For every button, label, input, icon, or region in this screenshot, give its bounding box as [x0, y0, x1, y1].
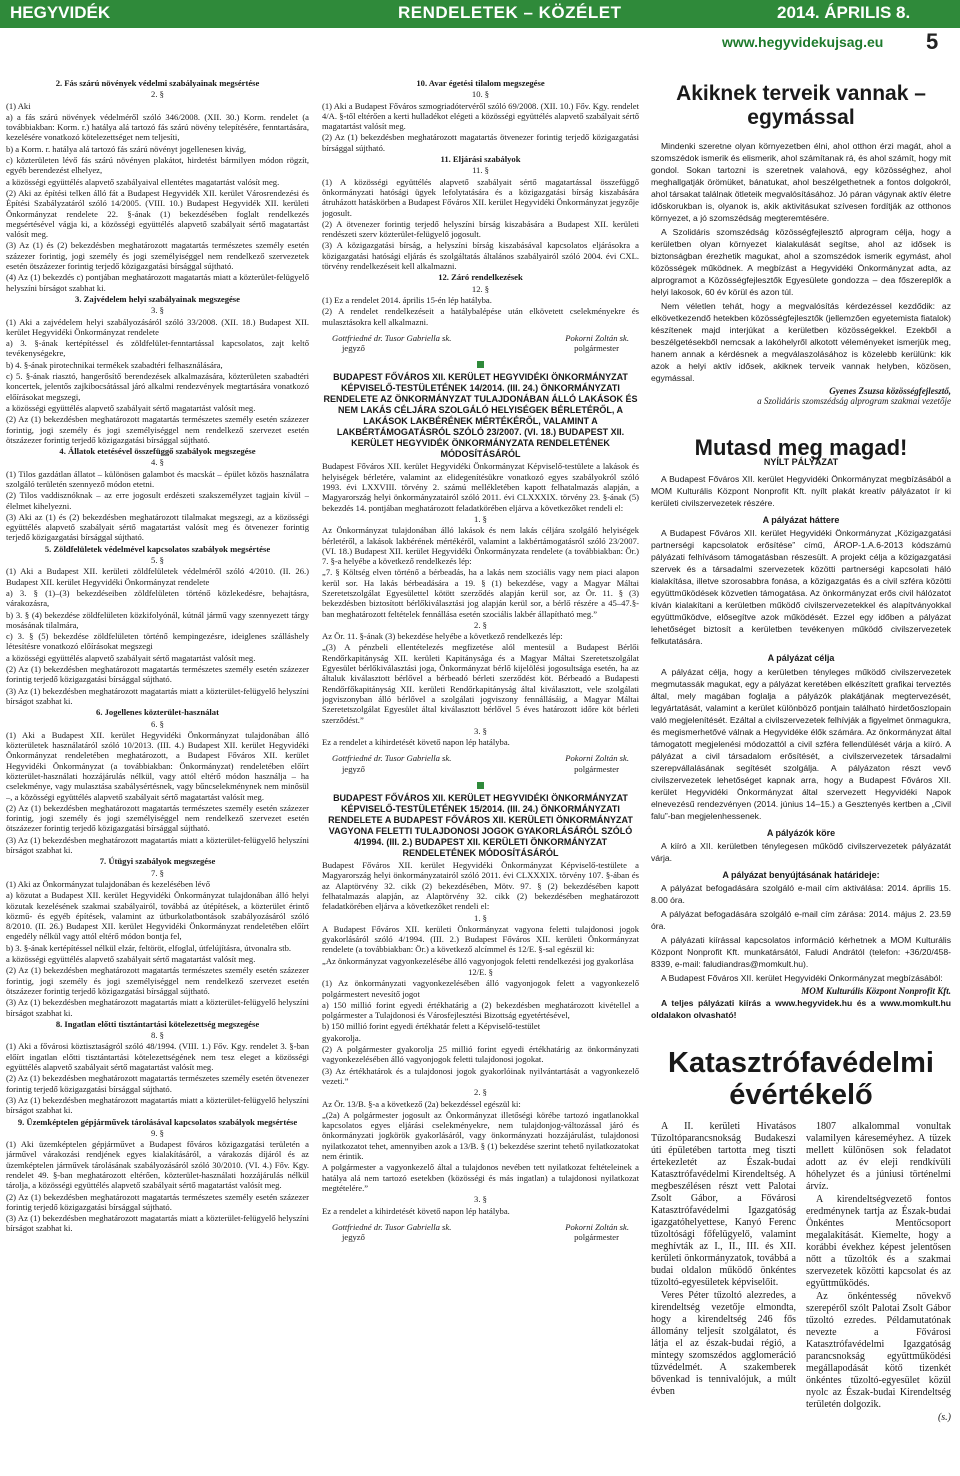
paragraph: (1) Aki a fővárosi köztisztaságról szóló 48/1994. (VIII. 1.) Főv. Kgy. rendelet 3. §-ban előírt ingatlan előtti tisztántartási kötelezettségének nem tesz eleget a közösségi együttélés alapvető szabályait sértő magatartást valósít meg.: [6, 1041, 309, 1073]
subheading: A pályázat célja: [767, 653, 835, 664]
paragraph-mark: 3. §: [474, 725, 487, 736]
paragraph: (1) Tilos gazdátlan állatot – különösen galambot és macskát – épület közös használatra szolgáló területén szennyező módon etetni.: [6, 468, 309, 489]
section-heading: 9. Üzemképtelen gépjárművek tárolásával kapcsolatos szabályok megsértése: [17, 1116, 298, 1127]
paragraph: (3) A közigazgatási bírság, a helyszíni bírság kiszabásával kapcsolatos eljárásokra a közigazgatási hatósági eljárás és szolgáltatás általános szabályairól szóló 2004. évi CXL. törvény rendelkezéseit kell alkalmazni.: [322, 240, 639, 272]
paragraph: A Budapest Főváros XII. kerület Hegyvidéki Önkormányzat „Közigazgatási partnerségi kapcsolatok erősítése” című, ÁROP-1.A.6-2013 kódszámú pályázati felhívásom támogatásban részesült. A projekt célja a közigazgatási szervek és a társadalmi szervezetek közötti partnerségi kapcsolati háló kialakítása, illetve szorosabbra fonása, a közigazgatás és a civil szféra közötti együttműködések közvetlen támogatása. Az önkormányzat erős civil hálózatot kíván kialakítani a kerületben működő civilszervezetekkel és alapítványokkal együttműködve, elősegítve azok működését. Ezzel egy időben a pályázat lehetőséget biztosít a kerületben tevékenyen működő civilszervezetek felkutatására.: [651, 528, 951, 647]
paragraph-mark: 1. §: [474, 513, 487, 524]
paragraph: A Szolidáris szomszédság közösségfejlesztő alprogram célja, hogy a kerületben olyan környezet kialakulását segítse, ahol az idősek is biztonságban érezhetik magukat, ahol a szomszédok ismerik egymást, ahol közösségek működnek. A megbízást a Hegyvidéki Önkormányzat adta, az alprogramot a Közösségfejlesztők Egyesülete gondozza – dea főszereplők a helyi lakosok, 60 év körül és azon túl.: [651, 227, 951, 297]
paragraph: a közösségi együttélés alapvető szabályait sértő magatartást valósít meg.: [6, 652, 256, 663]
paragraph-mark: 9. §: [151, 1127, 164, 1138]
paragraph-mark: 3. §: [151, 305, 164, 316]
paragraph-mark: 5. §: [151, 555, 164, 566]
section-title: RENDELETEK – KÖZÉLET: [398, 3, 622, 22]
paragraph: (1) Aki üzemképtelen gépjárművet a Budapest főváros közigazgatási területén a járművel várakozási rendjének egyes kialakításáról, a várakozás díjáról és az üzemképtelen járművek tárolásának szabályozásáról szóló 30/2010. (VI. 4.) Főv. Kgy. rendelet 49. §-ban meghatározott eltérően, közterület-használati hozzájárulás nélkül tárolja, a közösségi együttélés alapvető szabályait sértő magatartást valósít meg.: [6, 1139, 309, 1191]
paragraph-mark: 4. §: [151, 457, 164, 468]
paragraph: „7. § Költség elven történő a bérbeadás, ha a lakás nem szociális vagy nem piaci alapon kerül sor. Ha lakás bérbeadására a 19. § (1) bekezdése, vagy a Magyar Máltai Szeretetszolgálat Egyesülettel kötött szerződés alapján kerül sor, az Ör. 11. § (3) bekezdésben biztosított bérlőkiválasztási jog alapján kerül sor, a bérlő részére a 45–47.§-ban meghatározott feltételek fennállása esetén szociális lakbér állapítható meg.”: [322, 567, 639, 619]
signature-row: [322, 333, 639, 343]
paragraph: (1) Az önkormányzati vagyonkezelésében álló vagyonjogok felett a vagyonkezelő polgármestert nevesítő jogot: [322, 978, 639, 999]
paragraph: A Budapest Főváros XII. kerületi Önkormányzat vagyona feletti tulajdonosi jogok gyakorlásáról szóló 4/1994. (III. 2.) Budapest Főváros XII. kerületi Önkormányzat rendelete (a továbbiakban: Ör.) a következő alcímmel és 12/E. §-sal egészül ki:: [322, 923, 639, 955]
paragraph: A Budapest Főváros XII. kerület Hegyvidéki Önkormányzat megbízásából:: [661, 973, 943, 984]
paragraph: A teljes pályázati kiírás a www.hegyvidek.hu és a www.momkult.hu oldalakon olvasható!: [651, 997, 951, 1020]
article-signature-role: a Szolidáris szomszédság alprogram szakmai vezetője: [757, 396, 951, 407]
issue-date: 2014. ÁPRILIS 8.: [777, 3, 911, 22]
page-number: 5: [926, 29, 939, 54]
paragraph: (3) Az (1) bekezdésben meghatározott magatartás miatt a közterület-felügyelő helyszíni bírságot szabhat ki.: [6, 685, 309, 706]
signature-roles: [322, 764, 639, 774]
column-2: [322, 78, 639, 1470]
paragraph: Nem véletlen tehát, hogy a megvalósítás kérdezéssel kezdődik: az elkövetkezendő hetekben közösségfejlesztők (jellemzően egyetemista fiatalok) készítenek majd interjúkat a kerületben közösségekkel. Ezekből a beszélgetésekből nemcsak a lakóhelyről alkotott véleményeket ismerjük meg, hanem annak a kérdésnek a megválaszolásához is közelebb kerülünk: kik azok a helyi aktív idősek, akiknek terveik vannak helyben, közösen, egymással.: [651, 301, 951, 383]
article-neighbours: [651, 82, 951, 407]
paragraph: c) közterületen lévő fás szárú növényen plakátot, hirdetést bármilyen módon rögzít, egyéb berendezést elhelyez,: [6, 155, 309, 176]
paragraph-mark: 6. §: [151, 718, 164, 729]
paragraph: Veres Péter tűzoltó alezredes, a kirendeltség vezetője elmondta, hogy a kirendeltség 246 fős állomány teljesít szolgálatot, és látja el az észak-budai régió, a mintegy szomszédos agglomeráció tűzvédelmét. A szakemberek bővenkad is tennivalójuk, a múlt évben: [651, 1289, 796, 1397]
role-mayor: polgármester: [574, 763, 619, 774]
paragraph-mark: 2. §: [474, 619, 487, 630]
paragraph: Ez a rendelet a kihirdetését követő napon lép hatályba.: [322, 737, 510, 748]
paragraph-mark: 12. §: [471, 283, 490, 294]
paragraph: (2) Az (1) bekezdésben meghatározott magatartás ötvenezer forintig terjedő közigazgatási bírsággal sújtható.: [322, 132, 639, 153]
subheading: A pályázat háttere: [762, 515, 840, 526]
article-col-right: [806, 1121, 951, 1425]
call-signature: MOM Kulturális Központ Nonprofit Kft.: [801, 986, 951, 997]
paragraph: A kiíró a XII. kerületben ténylegesen működő civilszervezetek pályázatát várja.: [651, 841, 951, 864]
paragraph: b) 4. §-ának pirotechnikai termékek szabadtéri felhasználására,: [6, 359, 223, 370]
paragraph-mark: 11. §: [472, 165, 489, 176]
subheading: A pályázók köre: [766, 827, 836, 838]
section-heading: 10. Avar égetési tilalom megszegése: [416, 78, 545, 88]
signature-notary: Gottfriedné dr. Tusor Gabriella sk.: [332, 332, 452, 343]
section-heading: 5. Zöldfelületek védelmével kapcsolatos szabályok megsértése: [44, 543, 271, 554]
paragraph: (1) Ez a rendelet 2014. április 15-én lép hatályba.: [322, 294, 492, 305]
paragraph: (2) Az (1) bekezdésben meghatározott magatartás természetes személy esetén százezer forintig, jogi személy és jogi személyiséggel nem rendelkező szervezet esetén ötszázezer forintig terjedő közigazgatási bírsággal sújtható.: [6, 965, 309, 996]
paragraph: a) 150 millió forint egyedi értékhatárig a (2) bekezdésben meghatározott kivétellel a polgármester a Tulajdonosi és Városfejlesztési Bizottság egyetértésével,: [322, 999, 639, 1021]
paragraph-mark: 7. §: [151, 867, 164, 878]
paragraph: (1) Aki az Önkormányzat tulajdonában és kezelésében lévő: [6, 878, 211, 889]
signature-mayor: Pokorni Zoltán sk.: [565, 1221, 629, 1232]
paragraph: (2) Az (1) bekezdésben meghatározott magatartás természetes személy esetén ötvenezer forintig terjedő közigazgatási bírsággal sújtható.: [6, 1073, 309, 1094]
column-3: [651, 78, 951, 1470]
paragraph: (2) A ötvenezer forintig terjedő helyszíni bírság kiszabására a Budapest XII. kerületi rendészeti szerv közterület-felügyelő jogosult.: [322, 218, 639, 240]
role-mayor: polgármester: [574, 1232, 619, 1243]
section-heading: 7. Útügyi szabályok megszegése: [99, 856, 216, 867]
paragraph: b) 3. § (4) bekezdése zöldfelületen közkifolyónál, kútnál jármű vagy szennyezett tárgy mosásának tilalmára,: [6, 609, 309, 630]
role-notary: jegyző: [342, 343, 365, 354]
article-signature: Gyenes Zsuzsa közösségfejlesztő,: [829, 386, 951, 396]
paragraph: a) 3. §-ának kertépítéssel és zöldfelület-fenntartással kapcsolatos, zajt keltő tevékenységekre,: [6, 338, 309, 359]
section-heading: 6. Jogellenes közterület-használat: [96, 707, 219, 718]
paragraph: (3) Az (1) bekezdésben meghatározott magatartás miatt a közterület-felügyelő helyszíni bírságot szabhat ki.: [6, 1094, 309, 1116]
subheading: A pályázat benyújtásának határideje:: [722, 870, 880, 881]
decree-heading: BUDAPEST FŐVÁROS XII. KERÜLET HEGYVIDÉKI ÖNKORMÁNYZAT KÉPVISELŐ-TESTÜLETÉNEK 15/2014. (III. 24.) ÖNKORMÁNYZATI RENDELETE A BUDAPEST FŐVÁROS XII. KERÜLETI ÖNKORMÁNYZAT VAGYONA FELETTI TULAJDONOSI JOGOK GYAKORLÁSÁRÓL SZÓLÓ 4/1994. (III. 2.) BUDAPEST XII. KERÜLETI ÖNKORMÁNYZAT RENDELETÉNEK MÓDOSÍTÁSÁRÓL: [328, 793, 633, 859]
paragraph: A pályázati kiírással kapcsolatos információ kérhetnek a MOM Kulturális Központ Nonprofit Kft. munkatársától, Faludi Andrától (telefon: +36/20/458-8339, e-mail: faludiandras@momkult.hu).: [651, 935, 951, 970]
signature-row: [322, 1222, 639, 1232]
paragraph: 1807 alkalommal vonultak valamilyen káreseméyhez. A tüzek mellett különösen sok feladatot adott az év eleji rendkívüli hóhelyzet és a júniusi történelmi árvíz.: [806, 1120, 951, 1192]
paragraph: (2) A polgármester gyakorolja 25 millió forint egyedi értékhatárig az önkormányzati vagyonkezelésében álló vagyonjogok feletti tulajdonosi jogokat.: [322, 1044, 639, 1065]
column-1: [6, 78, 309, 1470]
paragraph: gyakorolja.: [322, 1032, 361, 1043]
paragraph: Budapest Főváros XII. kerület Hegyvidéki Önkormányzat Képviselő-testülete a lakások és helyiségek bérletére, valamint az elidegenítésükre vonatkozó egyes szabályokról szóló 1993. évi LXXVIII. törvény 2. számú mellékletében kapott felhatalmazás alapján, a Magyarország helyi önkormányzatairól szóló 2011. évi CLXXXIX. törvény 23. §-ának (5) bekezdés 14. pontjában meghatározott feladatkörében eljárva a következőket rendeli el:: [322, 461, 639, 513]
article-title: Katasztrófavédelmi évértékelő: [668, 1046, 934, 1111]
paragraph: Budapest Főváros XII. kerület Hegyvidéki Önkormányzat Képviselő-testülete a Magyarország helyi önkormányzatairól szóló 2011. évi CLXXXIX. törvény 107. §-ában és az Alaptörvény 32. cikk (2) bekezdésében, Mötv. 97. § (2) bekezdésében kapott felhatalmazás alapján, az Alaptörvény 32. cikk (2) bekezdésében meghatározott feladatkörében eljárva a következőket rendeli el:: [322, 860, 639, 912]
paragraph: A pályázat befogadására szolgáló e-mail cím zárása: 2014. május 2. 23.59 óra.: [651, 909, 951, 932]
paragraph: A Budapest Főváros XII. kerület Hegyvidéki Önkormányzat megbízásából a MOM Kulturális Központ Nonprofit Kft. nyílt plakát kreatív pályázatot ír ki kerületi civilszervezetek részére.: [651, 474, 951, 509]
paragraph: (2) A rendelet rendelkezéseit a hatálybalépése után elkövetett cselekményekre és mulasztásokra kell alkalmazni.: [322, 306, 639, 327]
separator-square: [477, 361, 484, 368]
paragraph: (1) Aki a zajvédelem helyi szabályozásáról szóló 33/2008. (XII. 18.) Budapest XII. kerület Hegyvidéki Önkormányzat rendelete: [6, 316, 309, 337]
paragraph: (2) Az (1) bekezdésben meghatározott magatartás természetes személy esetén százezer forintig, jogi személy és jogi személyiséggel nem rendelkező szervezet esetén ötszázezer forintig terjedő közigazgatási bírsággal sújtható.: [6, 414, 309, 445]
paragraph-mark: 12/E. §: [468, 967, 493, 977]
paragraph: „(2a) A polgármester jogosult az Önkormányzat illetőségi körébe tartozó ingatlanokkal kapcsolatos egyes eljárási cselekményekre, nem tulajdonjog-változással járó és önkormányzati jogkörök gyakorlásáról, vagy önkormányzati hozzájárulást, tulajdonosi nyilatkozatot tehet, amennyiben azok a 13/B. § (1) bekezdése szerint tehető nyilatkozatokat nem érintik.: [322, 1109, 639, 1162]
paragraph: (1) Aki a Budapest XII. kerületi zöldfelületek védelméről szóló 4/2010. (II. 26.) Budapest XII. kerület Hegyvidéki Önkormányzat rendelete: [6, 566, 309, 587]
call-subtitle: NYÍLT PÁLYÁZAT: [763, 456, 839, 467]
paragraph: (1) Aki a Budapest XII. kerület Hegyvidéki Önkormányzat tulajdonában álló közterületek használatáról szóló 10/2013. (III. 4.) Budapest XII. kerület Hegyvidéki Önkormányzat rendeletében meghatározott, a Budapest Főváros XII. kerület Hegyvidéki Önkormányzat (a továbbiakban: Önkormányzat) rendeletében előírt közterület-használati hozzájárulás nélkül, vagy attól eltérő módon használja – ha cselekménye, vagy mulasztása szabálysértésnek, vagy bűncselekménynek nem minősül –, a közösségi együttélés alapvető szabályait sértő magatartást valósít meg.: [6, 729, 309, 802]
article-col-left: [651, 1121, 796, 1425]
paragraph: a közösségi együttélés alapvető szabályait sértő magatartást valósít meg.: [6, 402, 256, 413]
paragraph: (4) Az (1) bekezdés c) pontjában meghatározott magatartás miatt a közterület-felügyelő helyszíni bírságot szabhat ki.: [6, 272, 309, 293]
paragraph: a közösségi együttélés alapvető szabályaival ellentétes magatartást valósít meg.: [6, 176, 280, 187]
paragraph: Az önkéntesség növekvő szerepéről szólt Palotai Zsolt Gábor tűzoltó ezredes. Példamutatónak nevezte a Fővárosi Katasztrófavédelmi Igazgatóság parancsnokság együttműködési megállapodását kötő tizenkét önkéntes tűzoltó-egyesület közül nyolc az Észak-budai Kirendeltség területén dolgozik.: [806, 1290, 951, 1410]
publication-name: HEGYVIDÉK: [10, 3, 111, 22]
section-heading: 2. Fás szárú növények védelmi szabályainak megsértése: [55, 78, 260, 88]
paragraph: (3) Az (1) bekezdésben meghatározott magatartás miatt a közterület-felügyelő helyszíni bírságot szabhat ki.: [6, 834, 309, 856]
paragraph: (3) Aki az (1) és (2) bekezdésben meghatározott tilalmakat megszegi, az a közösségi együttélés alapvető szabályait sértő magatartást valósít meg és ötvenezer forintig terjedő közigazgatási bírsággal sújtható.: [6, 511, 309, 543]
section-heading: 8. Ingatlan előtti tisztántartási kötelezettség megszegése: [55, 1018, 260, 1029]
subheader: [0, 29, 960, 59]
paragraph-mark: 10. §: [471, 89, 490, 100]
paragraph: (1) A közösségi együttélés alapvető szabályait sértő magatartással összefüggő önkormányzati hatósági ügyek lefolytatására és a közigazgatási bírság kiszabására átruházott hatáskörben a Budapest Főváros XII. kerület Hegyvidéki Önkormányzat jegyzője jogosult.: [322, 176, 639, 218]
role-notary: jegyző: [342, 763, 365, 774]
paragraph: Az Önkormányzat tulajdonában álló lakások és nem lakás céljára szolgáló helyiségek bérletéről, a lakások lakbérének mértékéről, valamint a lakbértámogatásról szóló 23/2007. (VI. 18.) Budapest XII. kerület Hegyvidéki Önkormányzata rendelete (a továbbiakban: Ör.) 7. §-a helyébe a következő rendelkezés lép:: [322, 525, 639, 567]
paragraph: A pályázat célja, hogy a kerületben tényleges működő civilszervezetek megmutassák magukat, egy a pályázat keretében elkészített grafikai terveztés által, mely magában foglalja a pályázók plakátjának megtervezését, legyártatását, valamint a kerület különböző pontjain található hirdetőoszlopain való megjelenítését. Ezáltal a civilszervezetek felhívják a figyelmet önmagukra, és megismerhetővé válnak a Hegyvidéke élők számára. Az önkormányzat által támogatott megjelenési módozattól a civil szféra fellendülését várja a kiíró. A pályázat a civil társadalom erősítését, a civilszervezetek társadalmi szerepvállalásának segítését szolgálja. A pályázaton részt vevő civilszervezetek lehetőséget kapnak arra, hogy a Budapest Főváros XII. kerület Hegyvidéki Önkormányzat által szervezett Hegyvidéki Napok elnevezésű rendezvényen (2014. június 14–15.) a Gesztenyés kertben a „Civil falu”-ban megjelenhessenek.: [651, 666, 951, 821]
paragraph-mark: 2. §: [474, 1087, 487, 1098]
call-for-entries: [651, 434, 951, 1021]
section-heading: 3. Zajvédelem helyi szabályainak megszegése: [75, 293, 240, 304]
paragraph-mark: 1. §: [474, 912, 487, 923]
decree-heading: BUDAPEST FŐVÁROS XII. KERÜLET HEGYVIDÉKI ÖNKORMÁNYZAT KÉPVISELŐ-TESTÜLETÉNEK 14/2014. (III. 24.) ÖNKORMÁNYZATI RENDELETE AZ ÖNKORMÁNYZAT TULAJDONÁBAN ÁLLÓ LAKÁSOK ÉS NEM LAKÁS CÉLJÁRA SZOLGÁLÓ HELYISÉGEK BÉRLETÉRŐL, A LAKÁSOK LAKBÉRÉNEK MÉRTÉKÉRŐL, VALAMINT A LAKBÉRTÁMOGATÁSRÓL SZÓLÓ 23/2007. (VI. 18.) BUDAPEST XII. KERÜLET HEGYVIDÉK ÖNKORMÁNYZATA RENDELETÉNEK MÓDOSÍTÁSÁRÓL: [323, 372, 638, 460]
separator-square: [477, 782, 484, 789]
article-disaster: [651, 1047, 951, 1425]
paragraph: A pályázat befogadására szolgáló e-mail cím aktiválása: 2014. április 15. 8.00 óra.: [651, 883, 951, 906]
paragraph: (2) Tilos vaddisznóknak – az erre jogosult erdészeti szakszemélyzet tagjain kívül – élelmet kihelyezni.: [6, 490, 309, 511]
paragraph: Az Ör. 13/B. §-a a következő (2a) bekezdéssel egészül ki:: [322, 1098, 521, 1109]
paragraph: a) 3. § (1)–(3) bekezdéseiben zöldfelületen történő közlekedésre, behajtásra, várakozásra,: [6, 587, 309, 609]
signature-roles: [322, 1232, 639, 1242]
paragraph: (3) Az értékhatárok és a tulajdonosi jogok gyakorlóinak nyilvántartását a vagyonkezelő vezeti.”: [322, 1065, 639, 1086]
paragraph-mark: 3. §: [474, 1194, 487, 1205]
paragraph: c) 3. § (5) bekezdése zöldfelületen történő kempingezésre, ideiglenes szálláshely létesítésre vonatkozó előírásokat megszegi: [6, 631, 309, 652]
paragraph-mark: 8. §: [151, 1030, 164, 1041]
paragraph: Az Ör. 11. §-ának (3) bekezdése helyébe a következő rendelkezés lép:: [322, 631, 563, 642]
paragraph: (2) Az (1) bekezdésben meghatározott magatartás természetes személy esetén százezer forintig, jogi személy és jogi személyiséggel nem rendelkező szervezet esetén ötszázezer forintig terjedő közigazgatási bírsággal sújtható.: [6, 802, 309, 834]
paragraph: b) 150 millió forint egyedi értékhatár felett a Képviselő-testület: [322, 1021, 541, 1032]
signature-roles: [322, 343, 639, 353]
paragraph: (3) Az (1) bekezdésben meghatározott magatartás miatt a közterület-felügyelő helyszíni bírságot szabhat ki.: [6, 997, 309, 1018]
paragraph: a közösségi együttélés alapvető szabályait sértő magatartást valósít meg.: [6, 954, 256, 965]
paragraph: A kirendeltségvezető fontos eredménynek tartja az Észak-budai Önkéntes Mentőcsoport megalakítását. Kiemelte, hogy a korábbi évekhez képest jelentősen nőtt a tűzoltók és a szakmai szervezetek közötti kapcsolat és az együttműködés.: [806, 1193, 951, 1289]
author-initials: (s.): [937, 1411, 951, 1423]
section-heading: 11. Eljárási szabályok: [440, 154, 521, 165]
paragraph-mark: 2. §: [151, 89, 164, 100]
signature-mayor: Pokorni Zoltán sk.: [565, 753, 629, 764]
paragraph: a) a fás szárú növények védelméről szóló 346/2008. (XII. 30.) Korm. rendelet (a továbbiakban: Korm. r.) hatálya alá tartozó fás szárú növény telepítésére, fenntartására, kezelésére vonatkozó kötelezettséget nem teljesíti,: [6, 111, 309, 143]
paragraph: b) a Korm. r. hatálya alá tartozó fás szárú növényt jogellenesen kivág,: [6, 143, 247, 154]
paragraph: b) 3. §-ának kertépítéssel nélkül elzár, feltöröt, elfoglal, útfelújításra, útvonalra stb.: [6, 942, 292, 953]
paragraph: Mindenki szeretne olyan környezetben élni, ahol otthon érzi magát, ahol a szomszédok ismerik és elismerik, ahol számítanak rá, és ahol számít, hogy mit gondol. Sokan tartozni is szeretnek valahová, egy közösséghez, ahol meghallgatják örömüket, bánatukat, ahol beszélgethetnek a fontos dolgokról, ahol társakat találnak ötleteik megvalósításához. Jó páran vágynak aktív életre időskorukban is, olyanok is, akik aktivitásukat szívesen fordítják az otthonos környezet, a jó szomszédság megteremtésére.: [651, 141, 951, 223]
paragraph: A II. kerületi Hivatásos Tűzoltóparancsnokság Budakeszi úti épületében tartotta meg tiszti értekezletét az Észak-budai Katasztrófavédelmi Kirendeltség. A megbeszélésen részt vett Palotai Zsolt Gábor, a Fővárosi Katasztrófavédelmi Igazgatóság igazgatóhelyettese, Kanyó Ferenc tűzoltósági főfelügyelő, valamint meghívták az I., II., III. és XII. kerületi önkormányzatok, továbbá a budai oldalon működő önkéntes tűzoltó-egyesületek képviselőit.: [651, 1120, 796, 1288]
paragraph: (3) Az (1) bekezdésben meghatározott magatartás miatt a közterület-felügyelő helyszíni bírságot szabhat ki.: [6, 1213, 309, 1234]
paragraph: c) 5. §-ának riasztó, hangerősítő berendezések alkalmazására, közterületen szabadtéri koncertek, jelentős zajkibocsátással járó alkalmi rendezvények megtartására vonatkozó előírásokat megszegi,: [6, 371, 309, 402]
call-title: Mutasd meg magad!: [694, 434, 908, 460]
signature-notary: Gottfriedné dr. Tusor Gabriella sk.: [332, 753, 452, 764]
signature-mayor: Pokorni Zoltán sk.: [565, 332, 629, 343]
role-mayor: polgármester: [574, 343, 619, 354]
paragraph: A polgármester a vagyonkezelő által a tulajdonos nevében tett nyilatkozat feltételeinek a hatálya alá nem tartozó esetekben (közösségi és más ingatlan) a tulajdonosi nyilatkozat megtételére.”: [322, 1162, 639, 1193]
paragraph: (3) Az (1) és (2) bekezdésben meghatározott magatartás természetes személy esetén százezer forintig, jogi személy és jogi személyiséggel nem rendelkező szervezetek esetén ötszázezer forintig terjedő közigazgatási bírsággal sújtható.: [6, 240, 309, 272]
section-heading: 12. Záró rendelkezések: [438, 272, 523, 283]
paragraph: „Az önkormányzat vagyonkezelésébe álló vagyonjogok feletti rendelkezési jog gyakorlása: [322, 955, 634, 966]
website-link[interactable]: www.hegyvidekujsag.eu: [722, 34, 884, 50]
paragraph: (1) Aki a Budapest Főváros szmogriadótervéről szóló 69/2008. (XII. 10.) Főv. Kgy. rendelet 4/A. §-től eltérően a kerti hulladékot elégeti a közösségi együttélés alapvető szabályait sértő magatartást valósít meg.: [322, 100, 639, 132]
paragraph: a) közutat a Budapest XII. kerület Hegyvidéki Önkormányzat tulajdonában álló helyi közutak kezelésének szakmai szabályairól, továbbá az útépítések, a közterület érintő közmű- és egyéb építések, valamint az útburkolatbontások szabályozásáról szóló 8/2010. (II. 26.) Budapest XII. kerület Hegyvidéki Önkormányzat rendeletében előírt engedély nélkül vagy attól eltérő módon bontja fel,: [6, 890, 309, 942]
paragraph: (2) Aki az építési telken álló fát a Budapest Hegyvidék XII. kerület Városrendezési és Építési Szabályzatáról szóló 14/2005. (VIII. 10.) Budapest Hegyvidék XII. kerületi Önkormányzat rendelete 22. §-ának (1) bekezdésében foglalt rendelkezés megsértésével vágja ki, a közösségi együttélés alapvető szabályait sértő magatartást valósít meg.: [6, 187, 309, 240]
section-heading: 4. Állatok etetésével összefüggő szabályok megszegése: [59, 446, 256, 457]
paragraph: (1) Aki: [6, 100, 31, 111]
paragraph: „(3) A pénzbeli ellentételezés megfizetése alól mentesül a Budapest Bérlői Rendőrkapitányság XII. kerületi Kapitánysága és a Magyar Máltai Szeretetszolgálat Egyesület bérlőkiválasztási joga, Önkormányzat bérlő kijelölési jogosultsága esetén, ha az általuk kiválasztott bérlővel a bérbeadó bérleti szerződést köt. Bérbeadó a Budapesti Rendőrfőkapitányság XII. kerületi Rendőrkapitányság által kiválasztott, vele szolgálati jogviszonyban álló bérlővel a szolgálati jogviszony fennállásáig, a Magyar Máltai Szeretetszolgálat Egyesület által kiválasztott bérlővel 5 éves határozott időre köt bérleti szerződést.”: [322, 642, 639, 725]
signature-notary: Gottfriedné dr. Tusor Gabriella sk.: [332, 1221, 452, 1232]
paragraph: Ez a rendelet a kihirdetését követő napon lép hatályba.: [322, 1205, 510, 1216]
article-title: Akiknek terveik vannak – egymással: [676, 82, 926, 129]
paragraph: (2) Az (1) bekezdésben meghatározott magatartás természetes személy esetén százezer forintig terjedő közigazgatási bírsággal sújtható.: [6, 1191, 309, 1212]
role-notary: jegyző: [342, 1232, 365, 1243]
signature-row: [322, 753, 639, 763]
paragraph: (2) Az (1) bekezdésben meghatározott magatartás természetes személy esetén százezer forintig terjedő közigazgatási bírsággal sújtható.: [6, 664, 309, 685]
page-header: [0, 0, 960, 28]
